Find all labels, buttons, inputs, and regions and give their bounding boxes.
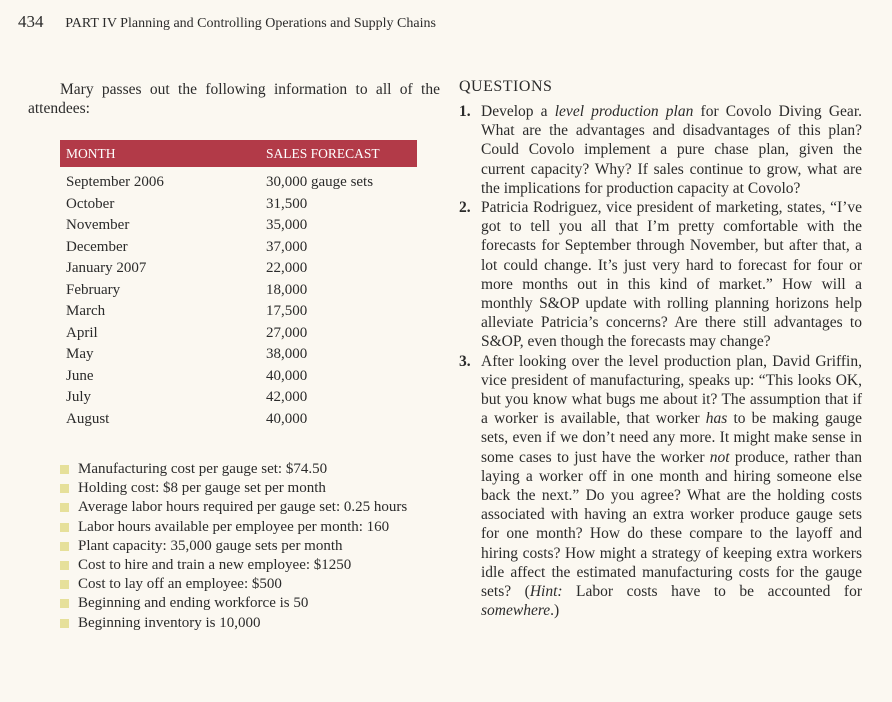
question-number: 1.: [459, 103, 471, 120]
list-item: [60, 518, 432, 537]
list-item-text: Beginning and ending workforce is 50: [78, 595, 309, 612]
square-bullet-icon: [60, 465, 69, 474]
table-row: [60, 260, 417, 282]
cell-forecast: 30,000 gauge sets: [266, 174, 374, 190]
table-row: [60, 282, 417, 304]
cell-forecast: 35,000: [266, 217, 308, 233]
square-bullet-icon: [60, 599, 69, 608]
table-row: [60, 303, 417, 325]
question-text: After looking over the level production plan, David Griffin, vice president of manufacturing, speaks up: “This looks OK, but you know what bugs me about it? The assumption that if a worker is available, that worker: [481, 352, 862, 428]
question-text: .): [550, 602, 560, 620]
cell-month: June: [66, 367, 94, 384]
square-bullet-icon: [60, 523, 69, 532]
cell-month: December: [66, 238, 128, 255]
question-item: [459, 198, 862, 352]
question-text: to be making gauge sets, even if we don’t need any more. It might make sense in some cases to just have the worker: [481, 410, 862, 466]
cell-forecast: 17,500: [266, 303, 308, 319]
list-item: [60, 614, 432, 633]
square-bullet-icon: [60, 619, 69, 628]
list-item-text: Plant capacity: 35,000 gauge sets per month: [78, 537, 343, 554]
question-item: [459, 102, 862, 198]
question-text: Labor costs have to be accounted for: [562, 583, 862, 601]
cell-month: August: [66, 410, 110, 427]
question-text-emphasis: somewhere: [481, 602, 551, 620]
cell-forecast: 40,000: [266, 367, 308, 384]
cell-month: May: [66, 346, 94, 362]
table-row: [60, 411, 417, 433]
table-row: [60, 174, 417, 196]
cell-month: July: [66, 389, 92, 405]
table-row: [60, 217, 417, 239]
left-column: [28, 80, 440, 631]
list-item-text: Labor hours available per employee per month: 160: [78, 518, 390, 535]
cell-forecast: 18,000: [266, 281, 308, 298]
square-bullet-icon: [60, 484, 69, 493]
cell-month: November: [66, 217, 130, 233]
cell-month: September 2006: [66, 174, 164, 190]
questions-heading: QUESTIONS: [459, 78, 553, 95]
question-text-emphasis: level production plan: [554, 103, 694, 120]
questions-list: [459, 102, 862, 620]
page-header: [18, 12, 436, 32]
cell-month: April: [66, 324, 98, 341]
table-row: [60, 389, 417, 411]
question-text: for Covolo Diving Gear. What are the advantages and disadvantages of this plan? Could Covolo implement a pure chase plan, given the current capacity? Why? If sales continue to grow, what are the implications for production capacity at Covolo?: [481, 103, 862, 197]
column-header-sales-forecast: SALES FORECAST: [266, 146, 380, 161]
square-bullet-icon: [60, 542, 69, 551]
list-item-text: Holding cost: $8 per gauge set per month: [78, 480, 326, 497]
cell-month: January 2007: [66, 260, 147, 276]
list-item: [60, 556, 432, 575]
cell-month: March: [66, 303, 106, 319]
list-item: [60, 594, 432, 613]
cell-forecast: 37,000: [266, 238, 308, 255]
list-item: [60, 479, 432, 498]
column-header-month: MONTH: [66, 146, 116, 161]
list-item-text: Cost to lay off an employee: $500: [78, 576, 282, 593]
question-text-emphasis: not: [709, 448, 730, 466]
list-item: [60, 575, 432, 594]
list-item-text: Manufacturing cost per gauge set: $74.50: [78, 461, 328, 477]
table-row: [60, 196, 417, 218]
question-text: produce, rather than laying a worker off in one month and hiring someone else back the next.” Do you agree? What are the holding costs associated with having an extra worker produce gauge sets for one month? How do these compare to the layoff and hiring costs? How might a strategy of keeping extra workers idle affect the estimated manufacturing costs for the gauge sets? (: [481, 448, 862, 601]
question-text-emphasis: has: [705, 410, 728, 428]
list-item: [60, 498, 432, 517]
part-title: PART IV Planning and Controlling Operations and Supply Chains: [65, 16, 436, 31]
parameters-list: [60, 460, 432, 633]
cell-forecast: 38,000: [266, 346, 308, 362]
table-row: [60, 368, 417, 390]
page-number: 434: [18, 12, 44, 31]
question-text: Patricia Rodriguez, vice president of marketing, states, “I’ve got to tell you all that I’m pretty comfortable with the forecasts for September through November, but after that, a lot could change. It’s just very hard to forecast for four or more months out in this kind of market.” How will a monthly S&OP update with rolling planning horizons help alleviate Patricia’s concerns? Are there still advantages to S&OP, even though the forecasts may change?: [481, 199, 862, 351]
list-item-text: Average labor hours required per gauge set: 0.25 hours: [78, 499, 408, 516]
question-text-emphasis: Hint:: [529, 583, 563, 601]
table-header: [60, 140, 417, 167]
table-row: [60, 239, 417, 261]
table-row: [60, 346, 417, 368]
list-item: [60, 460, 432, 479]
cell-month: October: [66, 195, 115, 212]
right-column: [459, 78, 862, 620]
cell-forecast: 40,000: [266, 410, 308, 427]
question-text: Develop a: [481, 103, 555, 120]
list-item-text: Beginning inventory is 10,000: [78, 614, 261, 631]
list-item: [60, 537, 432, 556]
question-number: 2.: [459, 199, 471, 217]
square-bullet-icon: [60, 580, 69, 589]
square-bullet-icon: [60, 561, 69, 570]
cell-month: February: [66, 281, 121, 298]
cell-forecast: 22,000: [266, 260, 308, 276]
question-item: [459, 352, 862, 621]
table-body: [60, 167, 417, 432]
question-number: 3.: [459, 352, 471, 370]
list-item-text: Cost to hire and train a new employee: $1250: [78, 557, 352, 574]
cell-forecast: 27,000: [266, 324, 308, 341]
cell-forecast: 31,500: [266, 195, 308, 212]
intro-paragraph: Mary passes out the following information to all of the attendees:: [28, 81, 440, 117]
table-row: [60, 325, 417, 347]
square-bullet-icon: [60, 503, 69, 512]
cell-forecast: 42,000: [266, 389, 308, 405]
sales-forecast-table: [60, 140, 417, 432]
